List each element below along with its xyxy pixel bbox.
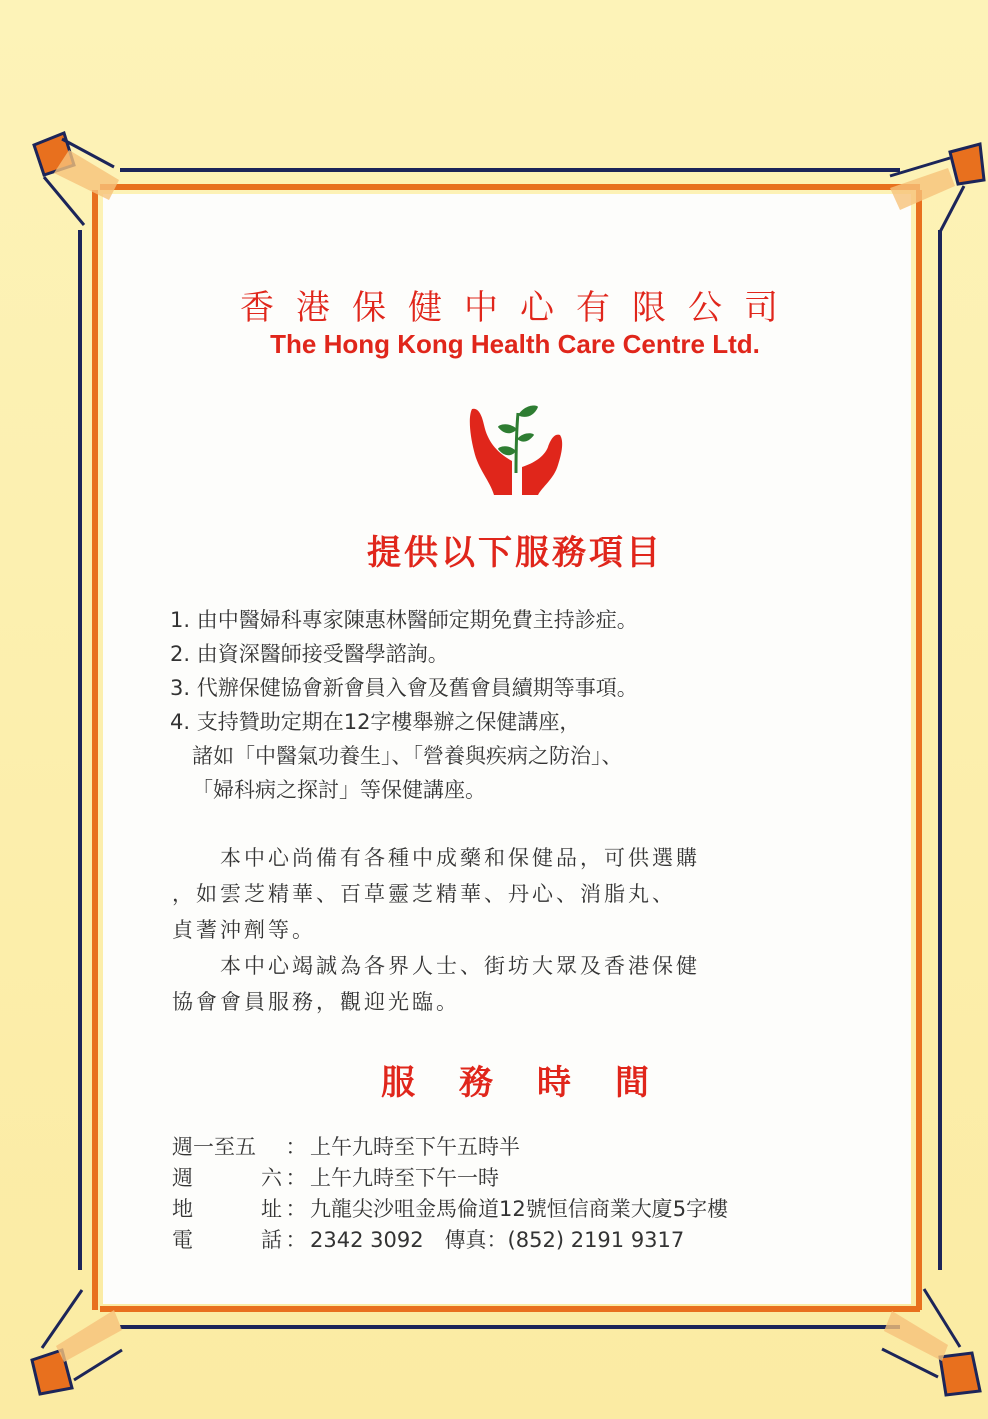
top-left-spotlight-icon <box>14 125 124 235</box>
frame-bottom-navy-line <box>120 1325 900 1329</box>
info-label: 電 話 <box>172 1228 282 1252</box>
services-list <box>170 603 890 807</box>
info-row-weekday-hours: 週一至五 ： 上午九時至下午五時半 <box>172 1132 912 1163</box>
paragraph-line: 協會會員服務，觀迎光臨。 <box>172 990 460 1014</box>
list-item-continuation: 諸如「中醫氣功養生」、「營養與疾病之防治」、 <box>192 744 623 768</box>
frame-bottom-orange-line <box>100 1306 920 1312</box>
frame-right-orange-line <box>916 190 922 1310</box>
paragraph-line: ，如雲芝精華、百草靈芝精華、丹心、消脂丸、 <box>172 882 676 906</box>
hands-holding-seedling-icon <box>468 395 564 497</box>
info-row-saturday-hours: 週 六 ： 上午九時至下午一時 <box>172 1163 912 1194</box>
info-value: 2342 3092 傳真：(852) 2191 9317 <box>310 1228 685 1252</box>
service-hours-heading: 服務時間 <box>381 1063 693 1103</box>
frame-top-navy-line <box>120 168 900 172</box>
contact-info <box>172 1132 912 1256</box>
info-label: 週一至五 <box>172 1135 256 1159</box>
bottom-right-spotlight-icon <box>876 1265 986 1400</box>
paragraph-line: 本中心尚備有各種中成藥和保健品，可供選購 <box>172 846 700 870</box>
organization-name-chinese: 香港保健中心有限公司 <box>240 288 800 328</box>
frame-right-navy-line <box>938 230 942 1270</box>
organization-name-english: The Hong Kong Health Care Centre Ltd. <box>270 329 760 359</box>
welcome-paragraph <box>172 948 872 1020</box>
frame-top-orange-line <box>100 184 920 190</box>
info-label: 地 址 <box>172 1197 282 1221</box>
frame-left-navy-line <box>78 230 82 1270</box>
frame-left-orange-line <box>92 190 98 1310</box>
paragraph-line: 本中心竭誠為各界人士、街坊大眾及香港保健 <box>172 954 700 978</box>
services-heading: 提供以下服務項目 <box>367 533 663 573</box>
list-item-continuation: 「婦科病之探討」等保健講座。 <box>192 778 486 802</box>
top-right-spotlight-icon <box>880 140 988 240</box>
info-value: 九龍尖沙咀金馬倫道12號恒信商業大廈5字樓 <box>310 1197 729 1221</box>
bottom-left-spotlight-icon <box>14 1270 124 1400</box>
info-label: 週 六 <box>172 1166 282 1190</box>
list-item: 4. 支持贊助定期在12字樓舉辦之保健講座， <box>170 710 581 734</box>
list-item: 1. 由中醫婦科專家陳惠林醫師定期免費主持診症。 <box>170 608 638 632</box>
info-row-address: 地 址 ： 九龍尖沙咀金馬倫道12號恒信商業大廈5字樓 <box>172 1194 912 1225</box>
list-item: 2. 由資深醫師接受醫學諮詢。 <box>170 642 449 666</box>
products-paragraph <box>172 840 872 948</box>
info-value: 上午九時至下午五時半 <box>310 1135 520 1159</box>
info-value: 上午九時至下午一時 <box>310 1166 499 1190</box>
paragraph-line: 貞蓍沖劑等。 <box>172 918 316 942</box>
list-item: 3. 代辦保健協會新會員入會及舊會員續期等事項。 <box>170 676 638 700</box>
info-row-phone: 電 話 ： 2342 3092 傳真：(852) 2191 9317 <box>172 1225 912 1256</box>
